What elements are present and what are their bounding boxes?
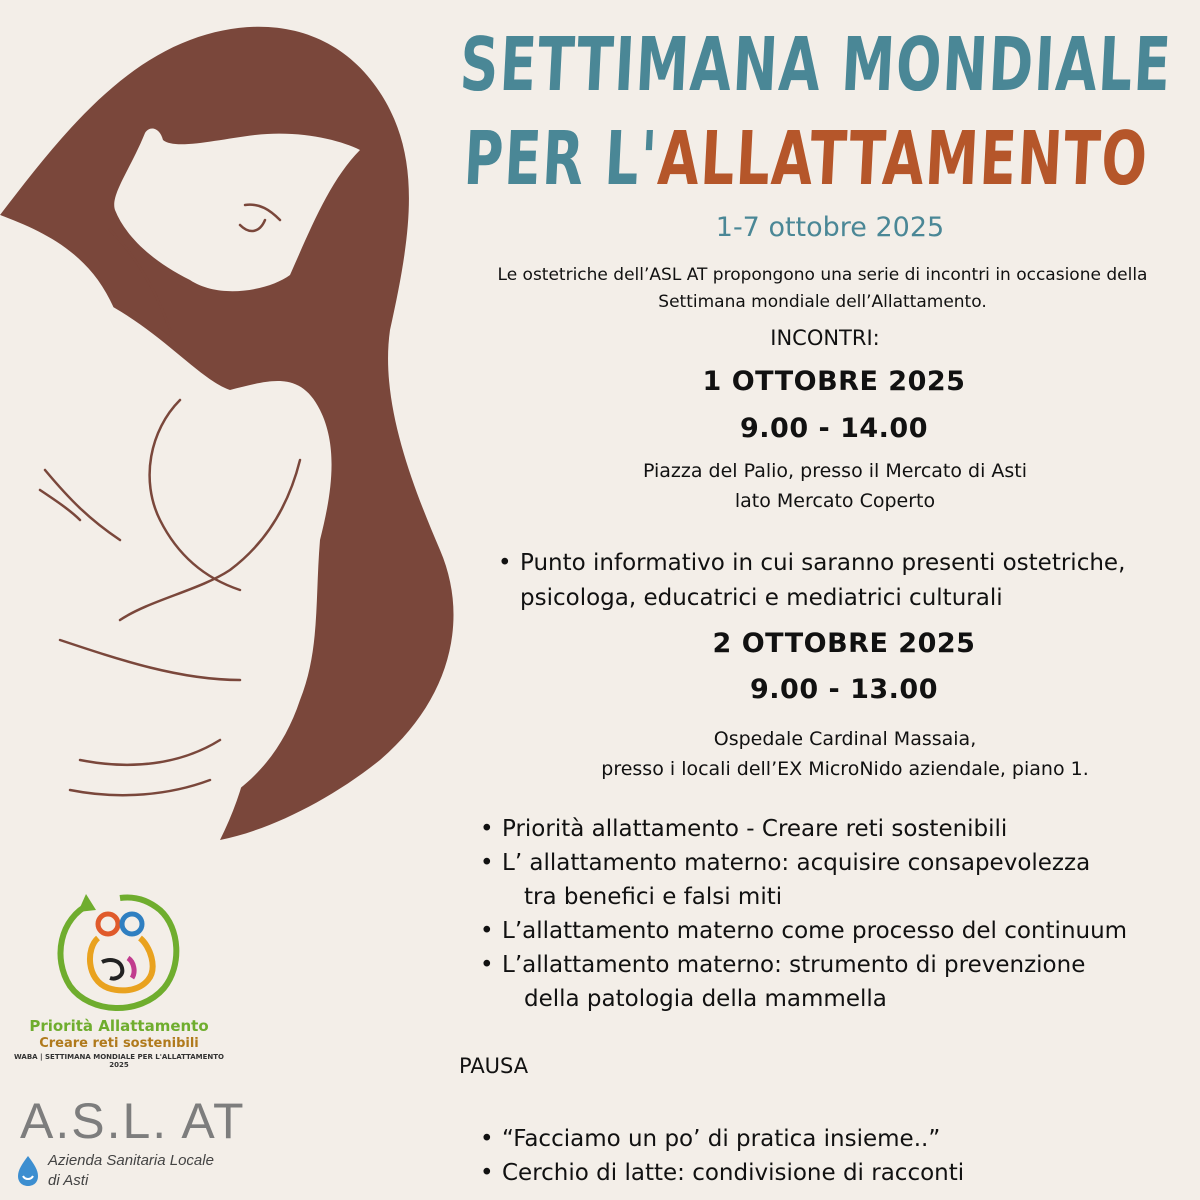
event1-bullet-line1: • Punto informativo in cui saranno presenti ostetriche, xyxy=(520,550,1126,576)
list-item xyxy=(478,812,1198,846)
title-line2 xyxy=(461,116,1151,202)
intro-text xyxy=(450,262,1195,316)
event2-topics xyxy=(478,812,1198,1016)
topic3-line1: L’allattamento materno come processo del continuum xyxy=(502,918,1128,944)
title-line1: SETTIMANA MONDIALE xyxy=(457,22,1174,108)
event2-place xyxy=(560,724,1130,784)
event2-place-line2: presso i locali dell’EX MicroNido aziendale, piano 1. xyxy=(601,758,1089,780)
event1-place-line2: lato Mercato Coperto xyxy=(734,490,936,512)
asl-logo-icon xyxy=(14,1154,42,1188)
after-pausa-list xyxy=(478,1122,1198,1190)
event2-date: 2 OTTOBRE 2025 xyxy=(712,628,976,659)
incontri-label: INCONTRI: xyxy=(770,326,880,350)
intro-line1: Le ostetriche dell’ASL AT propongono una serie di incontri in occasione della xyxy=(497,265,1148,285)
event1-date: 1 OTTOBRE 2025 xyxy=(702,366,966,397)
title-line2-part2: ALLATTAMENTO xyxy=(655,116,1151,202)
asl-line2: di Asti xyxy=(48,1172,89,1189)
logo-subtitle: Creare reti sostenibili xyxy=(39,1036,199,1051)
after-pausa-item2: Cerchio di latte: condivisione di racconti xyxy=(502,1160,965,1186)
list-item xyxy=(496,546,1196,616)
event2-place-line1: Ospedale Cardinal Massaia, xyxy=(713,728,977,750)
title-line2-part1: PER L' xyxy=(461,116,661,202)
topic2-line1: L’ allattamento materno: acquisire consapevolezza xyxy=(502,850,1091,876)
list-item xyxy=(478,914,1198,948)
asl-line1: Azienda Sanitaria Locale xyxy=(48,1152,214,1169)
logo-waba: WABA | SETTIMANA MONDIALE PER L'ALLATTAMENTO 2025 xyxy=(14,1053,224,1069)
event1-place xyxy=(560,456,1110,516)
event1-time: 9.00 - 14.00 xyxy=(739,413,929,444)
topic4-line2: della patologia della mammella xyxy=(524,986,887,1012)
mother-breastfeeding-illustration xyxy=(0,0,500,860)
pausa-label: PAUSA xyxy=(459,1054,529,1078)
topic4-line1: L’allattamento materno: strumento di prevenzione xyxy=(502,952,1086,978)
list-item xyxy=(478,1156,1198,1190)
event2-time: 9.00 - 13.00 xyxy=(749,674,939,705)
priorita-allattamento-logo xyxy=(50,888,186,1018)
list-item xyxy=(478,948,1198,1016)
list-item xyxy=(478,1122,1198,1156)
event1-bullet-line2: psicologa, educatrici e mediatrici culturali xyxy=(520,585,1003,611)
asl-name: A.S.L. AT xyxy=(20,1093,246,1149)
list-item xyxy=(478,846,1198,914)
event1-bullets xyxy=(496,546,1196,616)
topic1-line1: Priorità allattamento - Creare reti sostenibili xyxy=(502,816,1008,842)
after-pausa-item1: “Facciamo un po’ di pratica insieme..” xyxy=(502,1126,941,1152)
event1-place-line1: Piazza del Palio, presso il Mercato di Asti xyxy=(642,460,1028,482)
topic2-line2: tra benefici e falsi miti xyxy=(524,884,783,910)
intro-line2: Settimana mondiale dell’Allattamento. xyxy=(658,292,987,312)
logo-title: Priorità Allattamento xyxy=(29,1017,209,1035)
event-dates: 1-7 ottobre 2025 xyxy=(715,212,945,243)
